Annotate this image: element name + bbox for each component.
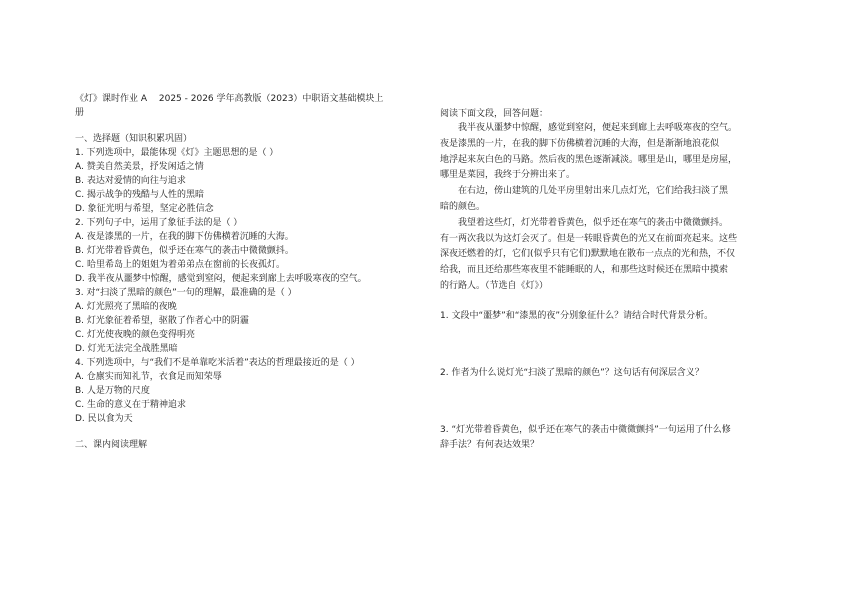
paragraph-line: 的行路人。（节选自《灯》） <box>440 280 549 291</box>
question-stem: 3. 对“扫淡了黑暗的颜色”一句的理解，最准确的是（ ） <box>75 288 297 298</box>
option: D. 民以食为天 <box>75 414 133 424</box>
option: A. 灯光照亮了黑暗的夜晚 <box>75 302 177 312</box>
option: A. 赞美自然美景，抒发闲适之情 <box>75 162 204 172</box>
option: C. 灯光使夜晚的颜色变得明亮 <box>75 330 196 340</box>
reading-paragraph <box>440 216 792 295</box>
reading-prompt: 阅读下面文段，回答问题： <box>440 109 549 119</box>
section-heading: 一、选择题（知识积累巩固） <box>75 134 193 144</box>
question-1 <box>75 146 425 216</box>
paragraph-line: 暗的颜色。 <box>440 201 486 212</box>
paragraph-line: 有一两次我以为这灯会灭了。但是一转眼昏黄色的光又在前面亮起来。这些 <box>440 233 738 244</box>
left-column <box>75 92 425 452</box>
option: C. 生命的意义在于精神追求 <box>75 400 187 410</box>
paragraph-line: 我半夜从噩梦中惊醒，感觉到窒闷，便起来到廊上去呼吸寒夜的空气。 <box>458 123 738 133</box>
option: B. 人是万物的尺度 <box>75 386 150 396</box>
question-2 <box>75 216 425 286</box>
question-stem: 1. 下列选项中，最能体现《灯》主题思想的是（ ） <box>75 148 279 158</box>
paragraph-line: 地浮起来灰白色的马路。然后夜的黑色逐渐减淡。哪里是山，哪里是房屋， <box>440 154 738 165</box>
right-column <box>440 107 792 453</box>
title-line: 《灯》课时作业 A 2025 - 2026 学年高教版（2023）中职语文基础模块上 <box>75 94 384 104</box>
option: D. 我半夜从噩梦中惊醒，感觉到窒闷，便起来到廊上去呼吸寒夜的空气。 <box>75 274 367 284</box>
reading-question-3 <box>440 423 792 453</box>
question-stem: 2. 下列句子中，运用了象征手法的是（ ） <box>75 218 243 228</box>
question-text: 3. “灯光带着昏黄色，似乎还在寒气的袭击中微微颤抖”一句运用了什么修 <box>440 424 731 435</box>
option: B. 灯光带着昏黄色，似乎还在寒气的袭击中微微颤抖。 <box>75 246 294 256</box>
reading-question-2 <box>440 366 792 381</box>
option: C. 哈里希岛上的姐姐为着弟弟点在窗前的长夜孤灯。 <box>75 260 286 270</box>
paragraph-line: 哪里是菜园，我终于分辨出来了。 <box>440 170 576 181</box>
reading-paragraph <box>440 121 792 184</box>
option: D. 象征光明与希望，坚定必胜信念 <box>75 204 214 214</box>
paragraph-line: 深夜还燃着的灯，它们(似乎只有它们)默默地在散布一点点的光和热，不仅 <box>440 249 736 260</box>
document-title <box>75 92 425 120</box>
paragraph-line: 给我，而且还给那些寒夜里不能睡眠的人，和那些这时候还在黑暗中摸索 <box>440 265 729 276</box>
paragraph-line: 我望着这些灯，灯光带着昏黄色，似乎还在寒气的袭击中微微颤抖。 <box>458 217 729 228</box>
option: A. 夜是漆黑的一片，在我的脚下仿佛横着沉睡的大海。 <box>75 232 294 242</box>
question-text: 辞手法？有何表达效果？ <box>440 439 540 450</box>
question-3 <box>75 286 425 356</box>
reading-paragraph <box>440 184 792 216</box>
question-stem: 4. 下列选项中，与“我们不是单靠吃米活着”表达的哲理最接近的是（ ） <box>75 358 360 368</box>
paragraph-line: 夜是漆黑的一片，在我的脚下仿佛横着沉睡的大海，但是渐渐地浪花似 <box>440 138 720 149</box>
option: C. 揭示战争的残酷与人性的黑暗 <box>75 190 205 200</box>
section-heading: 二、课内阅读理解 <box>75 440 148 450</box>
option: A. 仓廪实而知礼节，衣食足而知荣辱 <box>75 372 222 382</box>
option: B. 灯光象征着希望，驱散了作者心中的阴霾 <box>75 316 249 326</box>
question-text: 2. 作者为什么说灯光“扫淡了黑暗的颜色”？这句话有何深层含义？ <box>440 367 704 378</box>
question-text: 1. 文段中“噩梦”和“漆黑的夜”分别象征什么？请结合时代背景分析。 <box>440 310 714 321</box>
question-4 <box>75 356 425 426</box>
option: B. 表达对爱情的向往与追求 <box>75 176 186 186</box>
title-line: 册 <box>75 108 85 118</box>
reading-question-1 <box>440 309 792 324</box>
paragraph-line: 在右边，傍山建筑的几处平房里射出来几点灯光，它们给我扫淡了黑 <box>458 186 729 197</box>
option: D. 灯光无法完全战胜黑暗 <box>75 344 178 354</box>
